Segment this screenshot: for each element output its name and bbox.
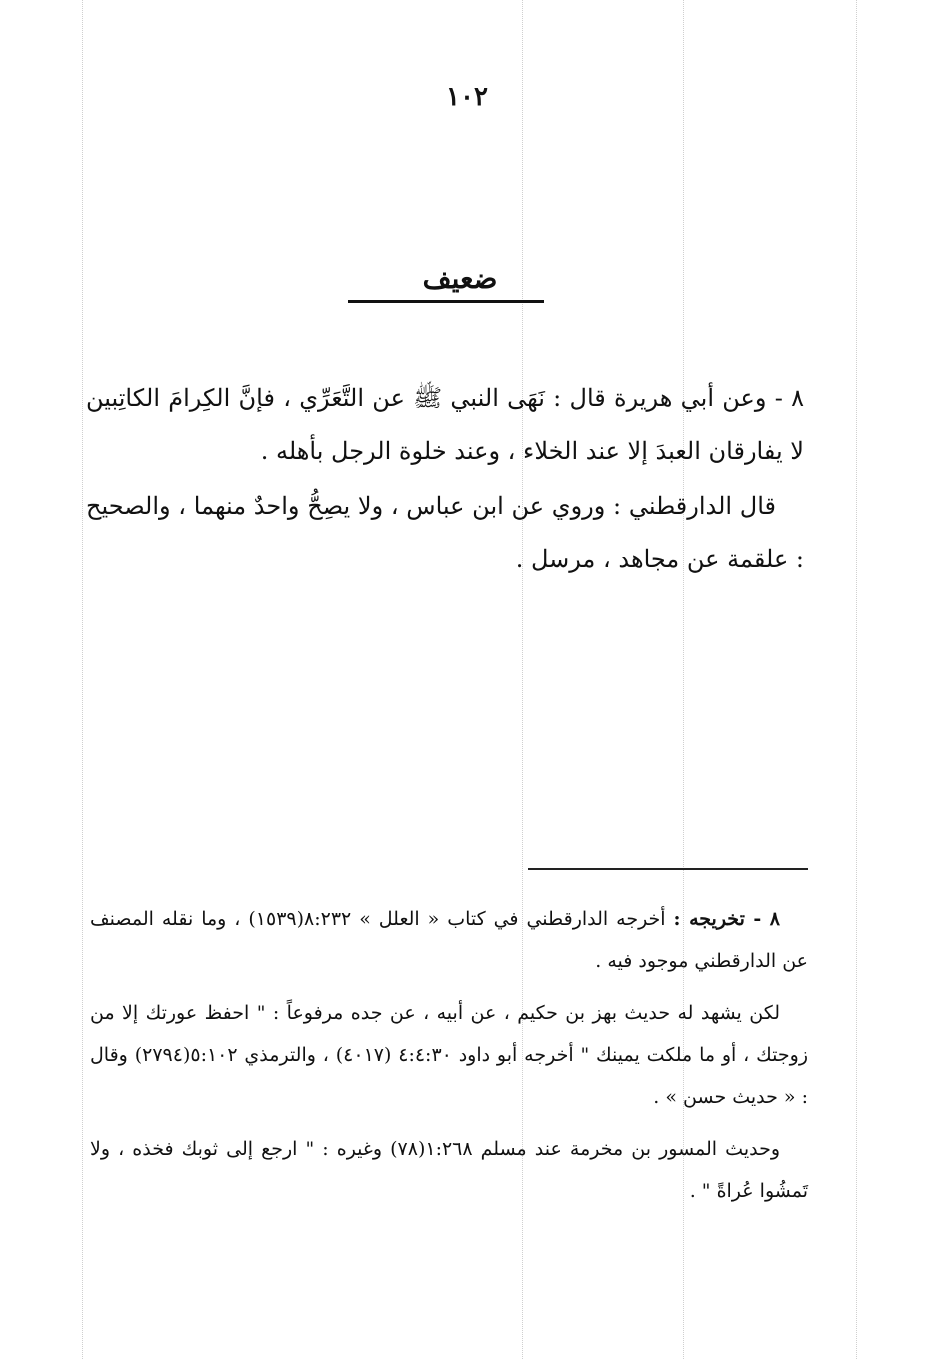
footnotes xyxy=(90,898,808,1212)
page-number: ١٠٢ xyxy=(446,82,488,112)
takhrij-label: ٨ - تخريجه : xyxy=(673,908,780,930)
scan-guide-line xyxy=(856,0,857,1359)
grade-heading: ضعيف xyxy=(422,262,498,295)
witness-note: وحديث المسور بن مخرمة عند مسلم ١:٢٦٨(٧٨) وغيره : " ارجع إلى ثوبك فخذه ، ولا تَمشُوا عُراةً " . xyxy=(90,1138,808,1202)
heading-underline xyxy=(348,300,544,303)
footnote-separator xyxy=(528,868,808,870)
witness-note: لكن يشهد له حديث بهز بن حكيم ، عن أبيه ، عن جده مرفوعاً : " احفظ عورتك إلا من زوجتك ، أو ما ملكت يمينك " أخرجه أبو داود ٤:٤:٣٠ (٤٠١٧) ، والترمذي ٥:١٠٢(٢٧٩٤) وقال : « حديث حسن » . xyxy=(90,1002,808,1108)
hadith-text: ٨ - وعن أبي هريرة قال : نَهَى النبي ﷺ عن التَّعَرِّي ، فإنَّ الكِرامَ الكاتِبين لا يفارقان العبدَ إلا عند الخلاء ، وعند خلوة الرجل بأهله . xyxy=(86,384,804,465)
scan-guide-line xyxy=(82,0,83,1359)
hadith-commentary: قال الدارقطني : وروي عن ابن عباس ، ولا يصِحُّ واحدٌ منهما ، والصحيح : علقمة عن مجاهد ، مرسل . xyxy=(86,492,804,573)
hadith-body xyxy=(86,372,804,586)
takhrij-text: أخرجه الدارقطني في كتاب « العلل » ٨:٢٣٢(١٥٣٩) ، وما نقله المصنف عن الدارقطني موجود فيه . xyxy=(90,908,808,972)
takhrij-note xyxy=(90,898,808,982)
